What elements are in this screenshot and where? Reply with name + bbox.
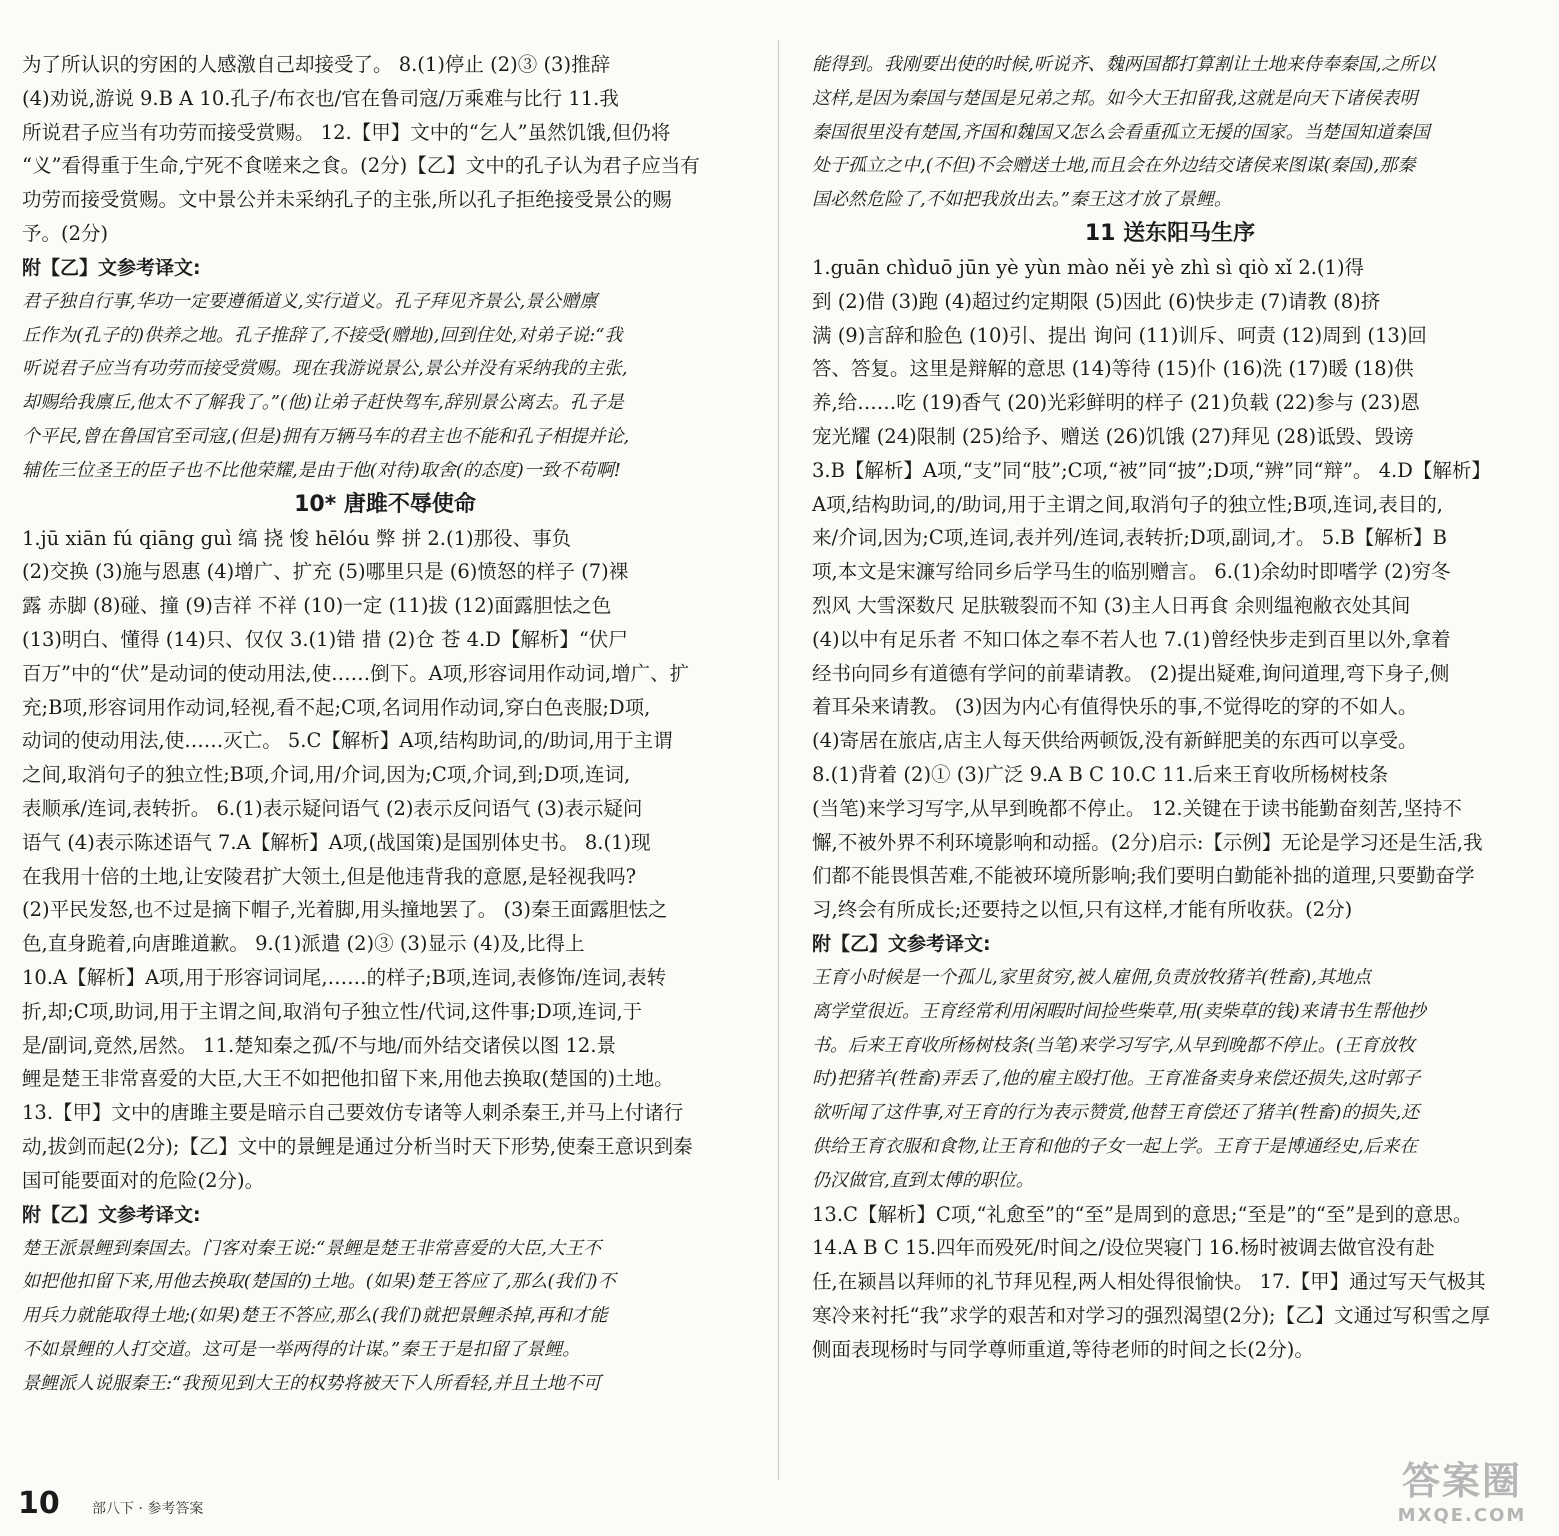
text-line: 之间,取消句子的独立性;B项,介词,用/介词,因为;C项,介词,到;D项,连词, (22, 763, 631, 787)
text-line: 在我用十倍的土地,让安陵君扩大领土,但是他违背我的意愿,是轻视我吗? (22, 864, 637, 888)
text-line: 烈风 大雪深数尺 足肤皲裂而不知 (3)主人日再食 余则缊袍敝衣处其间 (812, 593, 1411, 617)
text-line: A项,结构助词,的/助词,用于主谓之间,取消句子的独立性;B项,连词,表目的, (812, 492, 1443, 516)
text-line: 到 (2)借 (3)跑 (4)超过约定期限 (5)因此 (6)快步走 (7)请教 (8)挤 (812, 289, 1381, 313)
text-line: 用兵力就能取得土地;(如果)楚王不答应,那么(我们)就把景鲤杀掉,再和才能 (22, 1305, 608, 1327)
text-line: 君子独自行事,华功一定要遵循道义,实行道义。孔子拜见齐景公,景公赠廪 (22, 290, 598, 312)
text-line: 却赐给我廪丘,他太不了解我了。”(他)让弟子赶快驾车,辞别景公离去。孔子是 (22, 392, 624, 414)
answers-block-3 (812, 251, 1528, 927)
text-line: 充;B项,形容词用作动词,轻视,看不起;C项,名词用作动词,穿白色丧服;D项, (22, 695, 651, 719)
text-line: 寒冷来衬托“我”求学的艰苦和对学习的强烈渴望(2分);【乙】文通过写积雪之厚 (812, 1303, 1491, 1327)
text-line: 能得到。我刚要出使的时候,听说齐、魏两国都打算割让土地来侍奉秦国,之所以 (812, 54, 1436, 75)
text-line: 色,直身跪着,向唐雎道歉。 9.(1)派遣 (2)③ (3)显示 (4)及,比得上 (22, 932, 585, 956)
text-line: 为了所认识的穷困的人感激自己却接受了。 8.(1)停止 (2)③ (3)推辞 (22, 53, 611, 76)
text-line: 们都不能畏惧苦难,不能被环境所影响;我们要明白勤能补拙的道理,只要勤奋学 (812, 864, 1475, 888)
text-line: 项,本文是宋濂写给同乡后学马生的临别赠言。 6.(1)余幼时即嗜学 (2)穷冬 (812, 560, 1451, 584)
text-line: 是/副词,竟然,居然。 11.楚知秦之孤/不与地/而外结交诸侯以图 12.景 (22, 1033, 617, 1057)
text-line: 如把他扣留下来,用他去换取(楚国的)土地。(如果)楚王答应了,那么(我们)不 (22, 1271, 616, 1293)
text-line: 这样,是因为秦国与楚国是兄弟之邦。如今大王扣留我,这就是向天下诸侯表明 (812, 87, 1418, 109)
text-line: 任,在颍昌以拜师的礼节拜见程,两人相处得很愉快。 17.【甲】通过写天气极其 (812, 1270, 1486, 1294)
text-line: 听说君子应当有功劳而接受赏赐。现在我游说景公,景公并没有采纳我的主张, (22, 358, 628, 380)
translation-block-2 (22, 1232, 748, 1401)
text-line: 露 赤脚 (8)碰、撞 (9)吉祥 不祥 (10)一定 (11)拔 (12)面露胆怯之色 (22, 594, 612, 618)
text-line: 懈,不被外界不利环境影响和动摇。(2分)启示:【示例】无论是学习还是生活,我 (812, 830, 1483, 854)
text-line: 所说君子应当有功劳而接受赏赐。 12.【甲】文中的“乞人”虽然饥饿,但仍将 (22, 120, 671, 144)
text-line: 离学堂很近。王育经常利用闲暇时间捡些柴草,用(卖柴草的钱)来请书生帮他抄 (812, 1000, 1426, 1022)
text-line: 秦国很里没有楚国,齐国和魏国又怎么会看重孤立无援的国家。当楚国知道秦国 (812, 121, 1430, 143)
text-line: 欲听闻了这件事,对王育的行为表示赞赏,他替王育偿还了猪羊(牲畜)的损失,还 (812, 1102, 1420, 1124)
text-line: 王育小时候是一个孤儿,家里贫穷,被人雇佣,负责放牧猪羊(牲畜),其地点 (812, 966, 1371, 988)
text-line: 语气 (4)表示陈述语气 7.A【解析】A项,(战国策)是国别体史书。 8.(1)现 (22, 830, 651, 854)
text-line: “义”看得重于生命,宁死不食嗟来之食。(2分)【乙】文中的孔子认为君子应当有 (22, 154, 700, 178)
watermark-url: MXQE.COM (1397, 1505, 1527, 1526)
text-line: (当笔)来学习写字,从早到晚都不停止。 12.关键在于读书能勤奋刻苦,坚持不 (812, 796, 1462, 820)
text-line: (4)劝说,游说 9.B A 10.孔子/布衣也/官在鲁司寇/万乘难与比行 11.我 (22, 86, 619, 110)
text-line: 处于孤立之中,(不但)不会赠送土地,而且会在外边结交诸侯来图谋(秦国),那秦 (812, 155, 1416, 177)
column-divider (778, 40, 779, 1480)
watermark-logo (1387, 1450, 1537, 1526)
answers-block-4 (812, 1198, 1528, 1367)
text-line: 时)把猪羊(牲畜)弄丢了,他的雇主殴打他。王育准备卖身来偿还损失,这时郭子 (812, 1068, 1421, 1090)
text-line: 满 (9)言辞和脸色 (10)引、提出 询问 (11)训斥、呵责 (12)周到 (13)回 (812, 323, 1427, 347)
text-line: 功劳而接受赏赐。文中景公并未采纳孔子的主张,所以孔子拒绝接受景公的赐 (22, 188, 672, 212)
text-line: 予。(2分) (22, 221, 109, 245)
translation-label: 附【乙】文参考译文: (22, 256, 201, 279)
text-line: 来/介词,因为;C项,连词,表并列/连词,表转折;D项,副词,才。 5.B【解析】B (812, 526, 1447, 550)
text-line: 答、答复。这里是辩解的意思 (14)等待 (15)仆 (16)洗 (17)暖 (18)供 (812, 357, 1414, 381)
watermark-text: 答案圈 (1401, 1459, 1522, 1503)
section-title: 10* 唐雎不辱使命 (294, 491, 476, 517)
text-line: 国可能要面对的危险(2分)。 (22, 1168, 265, 1192)
text-line: 经书向同乡有道德有学问的前辈请教。 (2)提出疑难,询问道理,弯下身子,侧 (812, 661, 1450, 685)
translation-block-3 (812, 961, 1528, 1198)
text-line: (4)寄居在旅店,店主人每天供给两顿饭,没有新鲜肥美的东西可以享受。 (812, 729, 1418, 753)
text-line: 8.(1)背着 (2)① (3)广泛 9.A B C 10.C 11.后来王育收所杨树枝条 (812, 762, 1389, 786)
text-line: (13)明白、懂得 (14)只、仅仅 3.(1)错 措 (2)仓 苍 4.D【解析】“伏尸 (22, 627, 628, 651)
text-line: 13.【甲】文中的唐雎主要是暗示自己要效仿专诸等人刺杀秦王,并马上付诸行 (22, 1101, 684, 1125)
text-line: 习,终会有所成长;还要持之以恒,只有这样,才能有所收获。(2分) (812, 898, 1353, 922)
text-line: (4)以中有足乐者 不知口体之奉不若人也 7.(1)曾经快步走到百里以外,拿着 (812, 627, 1451, 651)
text-line: 1.jū xiān fú qiāng guì 缟 挠 悛 hēlóu 弊 拼 2.(1)那役、事负 (22, 526, 572, 550)
text-line: 景鲤派人说服秦王:“我预见到大王的权势将被天下人所看轻,并且土地不可 (22, 1372, 601, 1394)
text-line: 宠光耀 (24)限制 (25)给予、赠送 (26)饥饿 (27)拜见 (28)诋毁、毁谤 (812, 424, 1414, 448)
text-line: 着耳朵来请教。 (3)因为内心有值得快乐的事,不觉得吃的穿的不如人。 (812, 695, 1418, 719)
text-line: (2)平民发怒,也不过是摘下帽子,光着脚,用头撞地罢了。 (3)秦王面露胆怯之 (22, 898, 668, 922)
translation-block-continued (812, 48, 1528, 217)
text-line: 表顺承/连词,表转折。 6.(1)表示疑问语气 (2)表示反问语气 (3)表示疑问 (22, 796, 643, 820)
text-line: 不如景鲤的人打交道。这可是一举两得的计谋。”秦王于是扣留了景鲤。 (22, 1338, 581, 1360)
right-column (812, 48, 1528, 1366)
translation-block-1 (22, 285, 748, 488)
text-line: 折,却;C项,助词,用于主谓之间,取消句子独立性/代词,这件事;D项,连词,于 (22, 999, 643, 1023)
text-line: 侧面表现杨时与同学尊师重道,等待老师的时间之长(2分)。 (812, 1337, 1314, 1361)
page-number: 10 (18, 1486, 60, 1521)
text-line: 供给王育衣服和食物,让王育和他的子女一起上学。王育于是博通经史,后来在 (812, 1135, 1418, 1157)
text-line: (2)交换 (3)施与恩惠 (4)增广、扩充 (5)哪里只是 (6)愤怒的样子 (7)裸 (22, 560, 629, 584)
text-line: 楚王派景鲤到秦国去。门客对秦王说:“景鲤是楚王非常喜爱的大臣,大王不 (22, 1237, 601, 1259)
text-line: 养,给……吃 (19)香气 (20)光彩鲜明的样子 (21)负载 (22)参与 (23)恩 (812, 391, 1420, 415)
text-line: 1.guān chìduō jūn yè yùn mào něi yè zhì sì qiò xǐ 2.(1)得 (812, 255, 1365, 279)
text-line: 动词的使动用法,使……灭亡。 5.C【解析】A项,结构助词,的/助词,用于主谓 (22, 729, 673, 753)
answers-block-2 (22, 522, 748, 1198)
text-line: 书。后来王育收所杨树枝条(当笔)来学习写字,从早到晚都不停止。(王育放牧 (812, 1034, 1415, 1056)
translation-label: 附【乙】文参考译文: (812, 932, 991, 955)
text-line: 仍汉做官,直到太傅的职位。 (812, 1169, 1034, 1191)
answers-block-1 (22, 48, 748, 251)
text-line: 10.A【解析】A项,用于形容词词尾,……的样子;B项,连词,表修饰/连词,表转 (22, 965, 667, 989)
footer-text: 部八下 · 参考答案 (92, 1501, 204, 1517)
text-line: 国必然危险了,不如把我放出去。”秦王这才放了景鲤。 (812, 189, 1232, 211)
text-line: 鲤是楚王非常喜爱的大臣,大王不如把他扣留下来,用他去换取(楚国的)土地。 (22, 1067, 674, 1091)
section-title: 11 送东阳马生序 (1084, 220, 1256, 246)
text-line: 百万”中的“伏”是动词的使动用法,使……倒下。A项,形容词用作动词,增广、扩 (22, 661, 690, 685)
text-line: 14.A B C 15.四年而殁死/时间之/设位哭寝门 16.杨时被调去做官没有赴 (812, 1236, 1435, 1260)
left-column (22, 48, 748, 1400)
text-line: 13.C【解析】C项,“礼愈至”的“至”是周到的意思;“至是”的“至”是到的意思。 (812, 1202, 1473, 1226)
text-line: 动,拔剑而起(2分);【乙】文中的景鲤是通过分析当时天下形势,使秦王意识到秦 (22, 1134, 693, 1158)
text-line: 辅佐三位圣王的臣子也不比他荣耀,是由于他(对待)取舍(的态度)一致不苟啊! (22, 459, 622, 481)
text-line: 个平民,曾在鲁国官至司寇,(但是)拥有万辆马车的君主也不能和孔子相提并论, (22, 425, 630, 447)
translation-label: 附【乙】文参考译文: (22, 1203, 201, 1226)
text-line: 3.B【解析】A项,“支”同“肢”;C项,“被”同“披”;D项,“辨”同“辩”。 4.D【解析】 (812, 458, 1491, 482)
text-line: 丘作为(孔子的)供养之地。孔子推辞了,不接受(赠地),回到住处,对弟子说:“我 (22, 324, 623, 346)
